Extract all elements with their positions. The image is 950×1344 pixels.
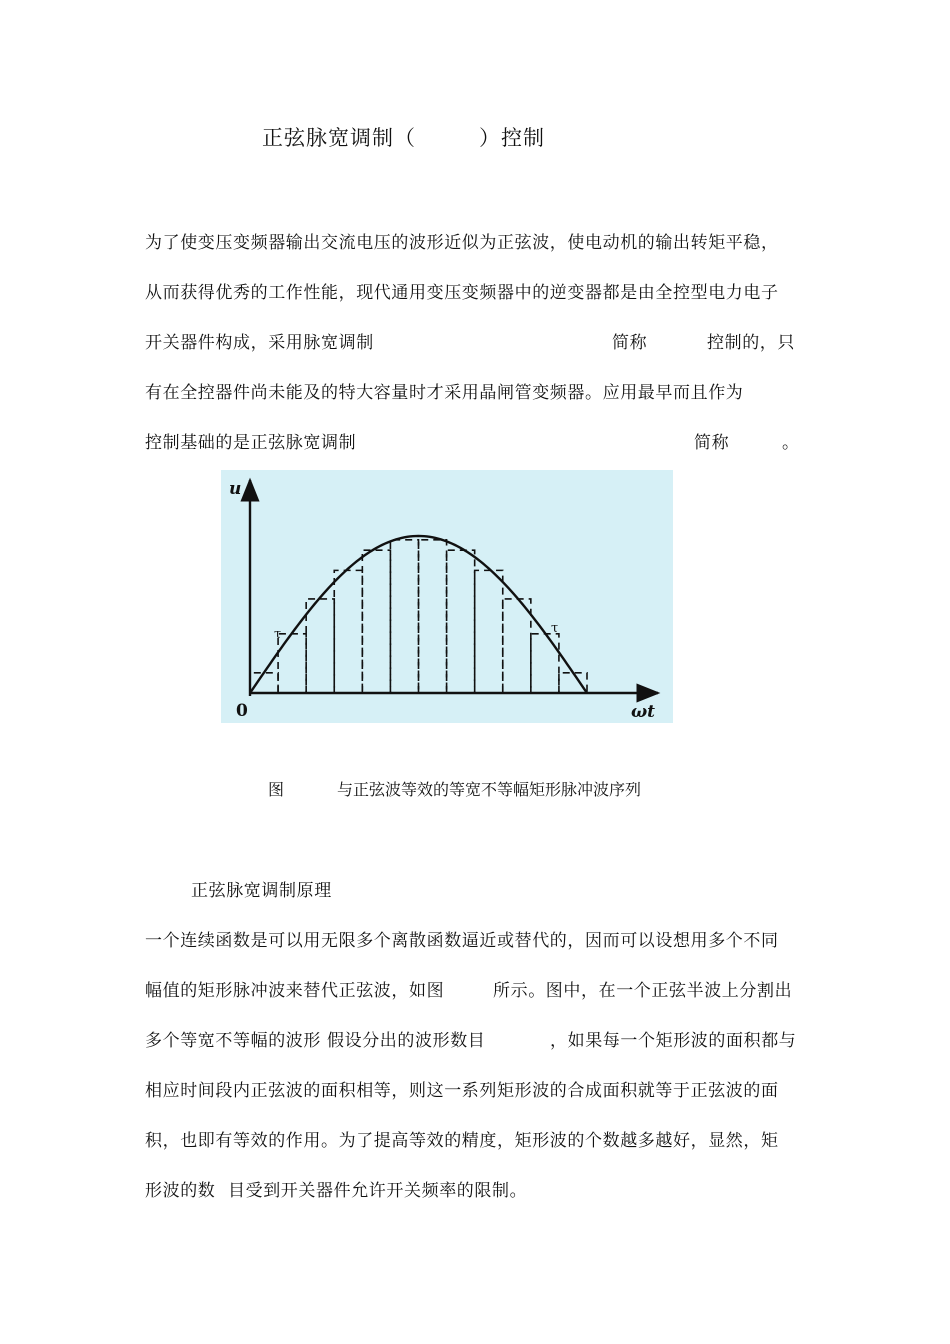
figure-caption-text: 与正弦波等效的等宽不等幅矩形脉冲波序列 (337, 780, 642, 799)
section-line-3b: ，如果每一个矩形波的面积都与 (550, 1031, 797, 1051)
section-line-1: 一个连续函数是可以用无限多个离散函数逼近或替代的，因而可以设想用多个不同 (145, 931, 779, 951)
intro-line-1: 为了使变压变频器输出交流电压的波形近似为正弦波，使电动机的输出转矩平稳， (145, 233, 779, 253)
pwm-figure (221, 470, 673, 723)
rect-pulse (250, 673, 278, 693)
rect-pulse (390, 540, 418, 693)
x-axis-label: ωt (631, 702, 656, 722)
section-line-3a: 多个等宽不等幅的波形 假设分出的波形数目 (145, 1031, 486, 1051)
rect-pulse (503, 599, 531, 693)
rect-pulse (447, 550, 475, 693)
intro-line-3b: 简称 (612, 333, 648, 353)
intro-line-3c: 控制的，只 (707, 333, 795, 353)
rect-pulse (419, 540, 447, 693)
intro-line-4: 有在全控器件尚未能及的特大容量时才采用晶闸管变频器。应用最早而且作为 (145, 383, 744, 403)
pulse-train (250, 540, 587, 693)
pwm-diagram (221, 470, 673, 723)
page-title-part1: 正弦脉宽调制（ (262, 126, 416, 150)
intro-line-2: 从而获得优秀的工作性能，现代通用变压变频器中的逆变器都是由全控型电力电子 (145, 283, 779, 303)
intro-line-5b: 简称 (694, 433, 730, 453)
rect-pulse (334, 570, 362, 693)
section-line-5: 积，也即有等效的作用。为了提高等效的精度，矩形波的个数越多越好，显然，矩 (145, 1131, 779, 1151)
tau-label-left: τ (274, 627, 282, 642)
rect-pulse (306, 599, 334, 693)
tau-label-right: τ (551, 621, 559, 636)
origin-label: 0 (236, 701, 248, 721)
section-line-2a: 幅值的矩形脉冲波来替代正弦波，如图 (145, 981, 445, 1001)
page-title-part2: ）控制 (479, 126, 545, 150)
y-axis-label: u (229, 479, 242, 499)
section-heading: 正弦脉宽调制原理 (191, 881, 332, 901)
section-line-6a: 形波的数 (145, 1181, 216, 1201)
intro-line-5a: 控制基础的是正弦脉宽调制 (145, 433, 357, 453)
intro-line-5c: 。 (782, 433, 800, 453)
rect-pulse (531, 634, 559, 693)
section-line-4: 相应时间段内正弦波的面积相等，则这一系列矩形波的合成面积就等于正弦波的面 (145, 1081, 779, 1101)
rect-pulse (278, 634, 306, 693)
rect-pulse (475, 570, 503, 693)
rect-pulse (362, 550, 390, 693)
rect-pulse (559, 673, 587, 693)
section-line-6b: 目受到开关器件允许开关频率的限制。 (228, 1181, 528, 1201)
figure-caption-prefix: 图 (268, 780, 285, 799)
intro-line-3a: 开关器件构成，采用脉宽调制 (145, 333, 374, 353)
section-line-2b: 所示。图中，在一个正弦半波上分割出 (493, 981, 793, 1001)
